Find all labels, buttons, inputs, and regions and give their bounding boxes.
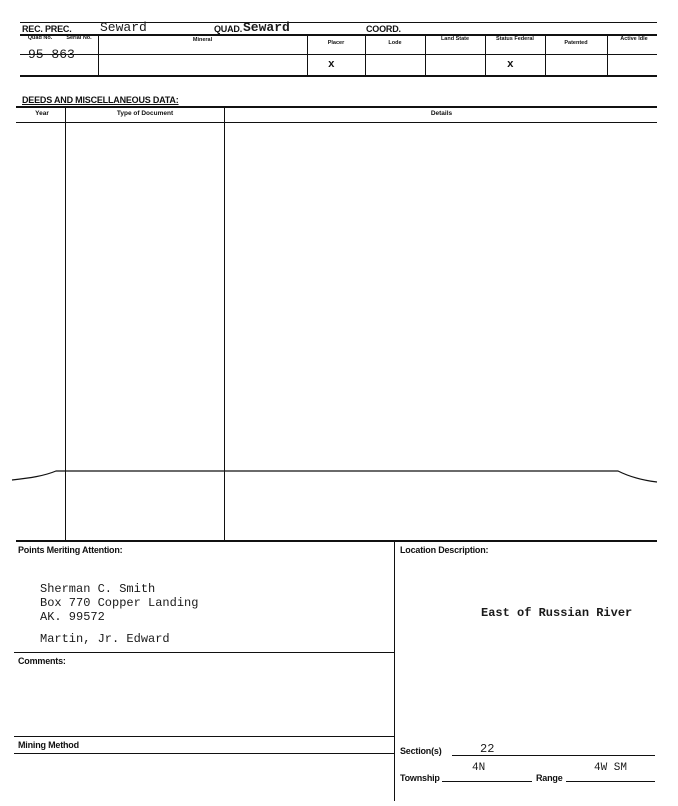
col-serial-no: Serial No.	[66, 35, 92, 41]
claim-col-div-7	[607, 35, 608, 75]
comments-top-rule	[14, 652, 394, 653]
range-value: 4W SM	[594, 762, 628, 774]
location-value: East of Russian River	[481, 606, 633, 620]
claim-row-number: 95-863	[28, 47, 75, 62]
deeds-bottom-rule	[16, 540, 657, 542]
range-field-rule	[566, 781, 655, 782]
rec-prec-value: Seward	[100, 20, 147, 35]
claim-table-header-line	[20, 54, 657, 55]
claim-col-div-4	[425, 35, 426, 75]
claim-table-top	[20, 34, 657, 36]
col-land-state: Land State	[440, 36, 470, 42]
col-details: Details	[430, 110, 453, 117]
col-status-federal: Status Federal	[496, 36, 534, 42]
col-quad-no: Quad No.	[27, 35, 53, 41]
col-type: Type of Document	[116, 110, 174, 117]
quad-label: QUAD.	[214, 24, 242, 34]
township-field-rule	[442, 781, 532, 782]
claim-col-div-1	[98, 35, 99, 75]
placer-mark: x	[328, 59, 335, 71]
quad-value: Seward	[243, 20, 290, 35]
points-line-4: Martin, Jr. Edward	[40, 632, 170, 646]
status-federal-mark: x	[507, 59, 514, 71]
mining-field-rule	[14, 753, 394, 754]
col-placer: Placer	[327, 40, 345, 46]
col-active-idle: Active Idle	[620, 36, 648, 42]
deeds-top-rule	[16, 106, 657, 108]
township-label: Township	[400, 773, 440, 783]
col-lode: Lode	[388, 40, 402, 46]
col-year: Year	[35, 110, 49, 117]
coord-label: COORD.	[366, 24, 401, 34]
fold-line	[0, 462, 678, 492]
mining-label: Mining Method	[18, 740, 79, 750]
claim-table-bottom	[20, 75, 657, 77]
lower-divider	[394, 541, 395, 801]
col-mineral: Mineral	[192, 37, 213, 43]
col-patented: Patented	[564, 40, 588, 46]
points-line-3: AK. 99572	[40, 610, 105, 624]
claim-col-div-5	[485, 35, 486, 75]
deeds-header-rule	[16, 122, 657, 123]
mining-top-rule	[14, 736, 394, 737]
points-line-2: Box 770 Copper Landing	[40, 596, 199, 610]
range-label: Range	[536, 773, 563, 783]
location-label: Location Description:	[400, 545, 489, 555]
section-value: 22	[480, 742, 495, 756]
section-label: Section(s)	[400, 746, 442, 756]
rec-prec-label: REC. PREC.	[22, 24, 72, 34]
deeds-title: DEEDS AND MISCELLANEOUS DATA:	[22, 95, 179, 105]
comments-label: Comments:	[18, 656, 66, 666]
township-value: 4N	[472, 762, 486, 774]
points-line-1: Sherman C. Smith	[40, 582, 156, 596]
points-label: Points Meriting Attention:	[18, 545, 123, 555]
